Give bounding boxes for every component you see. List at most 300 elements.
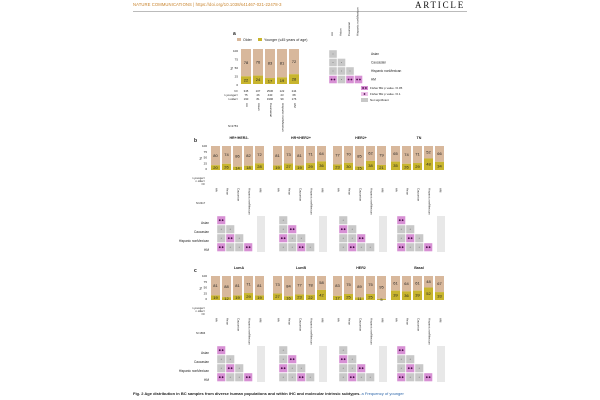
significance-dot bbox=[293, 358, 295, 360]
panel-c-subtype-title: LumA bbox=[233, 266, 245, 270]
figure-2 bbox=[133, 0, 467, 400]
panel-a-matrix-ns-dot bbox=[341, 62, 342, 63]
panel-b-subtype-title: HER2+ bbox=[355, 136, 367, 140]
significance-dot bbox=[402, 246, 404, 248]
panel-b-3-older-value: 65 bbox=[393, 151, 398, 156]
panel-b-group-label: Caucasian bbox=[298, 188, 303, 202]
panel-c-group-label: Caucasian bbox=[298, 318, 303, 332]
panel-b-0-younger-value: 20 bbox=[213, 165, 218, 170]
panel-b-3-older-value: 71 bbox=[415, 151, 420, 157]
panel-c-3-older-value: 64 bbox=[404, 280, 409, 286]
sig-legend-label: Fisher BH p value <0.1 bbox=[370, 92, 401, 97]
panel-c-matrix-ns-dot bbox=[292, 368, 293, 369]
panel-b-matrix-ns-dot bbox=[401, 238, 402, 239]
panel-c-matrix-cell bbox=[339, 355, 348, 364]
panel-c-matrix-ns-dot bbox=[239, 377, 240, 378]
panel-b-matrix-cell bbox=[397, 243, 406, 252]
significance-dot bbox=[222, 246, 224, 248]
significance-dot bbox=[402, 376, 404, 378]
significance-dot bbox=[290, 228, 292, 230]
panel-c-0-older-value: 81 bbox=[235, 282, 240, 288]
panel-b-matrix-ns-dot bbox=[239, 238, 240, 239]
panel-b-2-older-value: 85 bbox=[357, 153, 362, 159]
panel-c-0-younger-value: 19 bbox=[213, 295, 218, 301]
significance-dot bbox=[359, 367, 361, 369]
panel-b-matrix-ns-dot bbox=[370, 247, 371, 248]
panel-b-matrix-ns-dot bbox=[239, 247, 240, 248]
panel-c-matrix-ns-dot bbox=[230, 377, 231, 378]
panel-a-y-tick: 50 bbox=[234, 66, 238, 70]
figure-caption bbox=[133, 391, 467, 396]
panel-a-matrix-row-label: Caucasian bbox=[371, 60, 387, 65]
panel-c-2-older-value: 75 bbox=[368, 282, 373, 288]
panel-a-younger-value: 17 bbox=[267, 78, 273, 84]
significance-dot bbox=[231, 237, 233, 239]
panel-a-older-value: 83 bbox=[267, 60, 273, 66]
panel-b-matrix-ns-dot bbox=[361, 247, 362, 248]
panel-c-1-younger-value: 23 bbox=[297, 294, 302, 300]
significance-dot bbox=[231, 367, 233, 369]
panel-a-matrix-ns-dot bbox=[341, 71, 342, 72]
panel-c-matrix-row-label: Caucasian bbox=[193, 360, 209, 364]
panel-c-1-younger-value: 42 bbox=[319, 292, 324, 298]
panel-c-matrix-ns-dot bbox=[292, 377, 293, 378]
panel-a-n-younger-value: 440 bbox=[267, 93, 273, 97]
significance-dot bbox=[249, 246, 251, 248]
panel-a-matrix-row-label: Hispanic nonMexican bbox=[371, 69, 402, 73]
panel-b-group-label: HM bbox=[320, 188, 325, 193]
panel-c-3-older-value: 67 bbox=[437, 281, 442, 287]
panel-c-0-younger-value: 29 bbox=[246, 293, 251, 299]
panel-c-group-label: Asian bbox=[287, 318, 292, 325]
panel-b-1-younger-value: 19 bbox=[297, 165, 302, 171]
panel-b-0-younger-value: 14 bbox=[235, 165, 240, 171]
panel-c-matrix-cell bbox=[406, 364, 415, 373]
panel-b-3-younger-value: 26 bbox=[404, 164, 409, 170]
panel-b-matrix-row-label: HM bbox=[204, 248, 209, 252]
panel-c-group-label: Asian bbox=[347, 318, 352, 325]
panel-a-y-axis-label: % bbox=[230, 66, 234, 70]
panel-b-0-older-value: 72 bbox=[257, 151, 262, 157]
caption-text: a Frequency of younger bbox=[360, 391, 404, 396]
panel-c-subtype-title: LumB bbox=[295, 266, 307, 270]
panel-c-1-younger-value: 27 bbox=[275, 294, 280, 300]
panel-b-group-label: Hispanic nonMexican bbox=[427, 188, 432, 215]
panel-c-n-label: N= bbox=[201, 313, 205, 316]
panel-c-matrix-cell bbox=[226, 364, 235, 373]
panel-c-y-tick: 50 bbox=[203, 285, 207, 290]
section-header: ARTICLE bbox=[414, 0, 465, 10]
panel-c-matrix-ns-dot bbox=[361, 377, 362, 378]
significance-dot bbox=[356, 79, 358, 81]
significance-dot bbox=[222, 376, 224, 378]
panel-b-0-younger-value: 18 bbox=[246, 165, 251, 171]
panel-c-group-label: Hispanic nonMexican bbox=[369, 318, 374, 345]
panel-c-matrix-row-label: Hispanic nonMexican bbox=[178, 369, 209, 373]
panel-b-0-older-value: 80 bbox=[213, 152, 218, 158]
panel-c-matrix-ns-dot bbox=[401, 359, 402, 360]
panel-c-3-older-value: 61 bbox=[415, 280, 420, 286]
panel-a-group-label: HM bbox=[293, 103, 297, 108]
panel-c-3-younger-value: 39 bbox=[415, 292, 420, 298]
panel-b-matrix-ns-dot bbox=[419, 247, 420, 248]
panel-b-matrix-ns-dot bbox=[301, 238, 302, 239]
panel-a-younger-value: 24 bbox=[255, 77, 261, 83]
panel-a-matrix-ns-dot bbox=[341, 79, 342, 80]
panel-a-younger-value: 19 bbox=[279, 78, 285, 84]
panel-b-matrix-cell bbox=[339, 225, 348, 234]
significance-dot bbox=[408, 367, 410, 369]
panel-a-matrix-ns-dot bbox=[333, 54, 334, 55]
panel-c-1-older-value: 73 bbox=[275, 281, 280, 287]
significance-dot bbox=[228, 367, 230, 369]
panel-c-group-label: Hispanic nonMexican bbox=[427, 318, 432, 345]
panel-a-n-value: 345 bbox=[243, 89, 249, 93]
significance-dot bbox=[222, 349, 224, 351]
panel-c-2-older-value: 75 bbox=[346, 282, 351, 288]
panel-c-3-older-value: 61 bbox=[393, 280, 398, 286]
significance-dot bbox=[219, 376, 221, 378]
panel-b-matrix-ns-dot bbox=[410, 229, 411, 230]
panel-c-matrix-ns-dot bbox=[343, 377, 344, 378]
panel-c-y-tick: 100 bbox=[201, 274, 207, 278]
panel-c-3-younger-value: 33 bbox=[437, 293, 442, 299]
panel-b-y-tick: 75 bbox=[203, 149, 207, 154]
panel-b-group-label: Asian bbox=[405, 188, 410, 195]
panel-b-1-older-value: 71 bbox=[308, 151, 313, 157]
panel-c-matrix-ns-dot bbox=[221, 359, 222, 360]
significance-dot bbox=[362, 87, 364, 89]
panel-b-n-younger-label: n younger= bbox=[191, 177, 205, 180]
panel-b-matrix-ns-dot bbox=[410, 247, 411, 248]
panel-b-matrix-ns-dot bbox=[401, 229, 402, 230]
significance-dot bbox=[402, 219, 404, 221]
panel-c-0-younger-value: 19 bbox=[257, 295, 262, 301]
significance-dot bbox=[351, 79, 353, 81]
panel-b-group-label: AA bbox=[276, 188, 281, 192]
panel-b-3-older-value: 66 bbox=[437, 151, 442, 157]
panel-b-2-older-value: 70 bbox=[346, 151, 351, 157]
panel-a-n-total: N=2753 bbox=[228, 124, 238, 128]
significance-dot bbox=[219, 219, 221, 221]
panel-a-matrix-ns-dot bbox=[333, 62, 334, 63]
panel-a-younger-value: 22 bbox=[243, 77, 249, 83]
panel-b-matrix-cell bbox=[424, 243, 433, 252]
panel-b-0-younger-value: 26 bbox=[224, 164, 229, 170]
significance-dot bbox=[364, 93, 366, 95]
panel-c-matrix-ns-dot bbox=[310, 377, 311, 378]
panel-c-matrix-ns-dot bbox=[230, 359, 231, 360]
panel-c-y-tick: 0 bbox=[205, 297, 207, 302]
panel-a-group-label: AA bbox=[245, 103, 249, 108]
panel-b-0-older-value: 74 bbox=[224, 152, 229, 158]
panel-b-matrix-ns-dot bbox=[230, 247, 231, 248]
panel-c-matrix-ns-dot bbox=[283, 377, 284, 378]
significance-dot bbox=[362, 237, 364, 239]
panel-c-matrix-cell bbox=[424, 373, 433, 382]
sig-legend-label: Fisher BH p value <0.05 bbox=[370, 86, 403, 91]
significance-dot bbox=[429, 376, 431, 378]
panel-c-matrix-ns-dot bbox=[283, 350, 284, 351]
panel-c-matrix-cell bbox=[397, 373, 406, 382]
panel-a-older-value: 72 bbox=[291, 58, 297, 64]
significance-dot bbox=[350, 246, 352, 248]
panel-c-matrix-ns-dot bbox=[410, 359, 411, 360]
panel-c-3-younger-value: 39 bbox=[393, 292, 398, 298]
panel-b-2-older-value: 62 bbox=[368, 150, 373, 156]
panel-c-group-label: Caucasian bbox=[358, 318, 363, 332]
panel-c-matrix-ns-dot bbox=[352, 368, 353, 369]
panel-a-n-label: N= bbox=[234, 89, 238, 93]
panel-c-0-older-value: 71 bbox=[246, 281, 251, 287]
panel-b-matrix-ns-dot bbox=[221, 238, 222, 239]
panel-b-matrix-ns-dot bbox=[283, 247, 284, 248]
panel-c-group-label: Hispanic nonMexican bbox=[309, 318, 314, 345]
panel-a-n-older-label: n older= bbox=[227, 97, 238, 101]
panel-b-matrix-ns-dot bbox=[343, 247, 344, 248]
panel-a-matrix-ns-dot bbox=[350, 71, 351, 72]
panel-b-matrix-ns-dot bbox=[283, 220, 284, 221]
panel-a-n-younger-value: 26 bbox=[256, 93, 260, 97]
panel-b-group-label: Asian bbox=[347, 188, 352, 195]
panel-b-matrix-bg bbox=[319, 216, 327, 252]
panel-b-y-tick: 0 bbox=[205, 167, 207, 172]
panel-a-matrix-ns-dot bbox=[333, 71, 334, 72]
legend-older-label: Older bbox=[243, 38, 252, 42]
panel-c-matrix-row-label: Asian bbox=[201, 351, 209, 355]
significance-dot bbox=[362, 367, 364, 369]
panel-a-n-value: 2536 bbox=[266, 89, 274, 93]
panel-c-group-label: Asian bbox=[405, 318, 410, 325]
panel-c-matrix-ns-dot bbox=[343, 350, 344, 351]
panel-b-y-tick: 25 bbox=[203, 161, 207, 166]
panel-b-matrix-cell bbox=[297, 243, 306, 252]
panel-b-0-younger-value: 28 bbox=[257, 164, 262, 170]
panel-b-matrix-row-label: Caucasian bbox=[193, 230, 209, 234]
panel-a-matrix-col-label: Hispanic nonMexican bbox=[355, 7, 360, 36]
panel-a-n-younger-label: n younger= bbox=[223, 93, 238, 97]
sig-legend-swatch bbox=[361, 98, 368, 102]
panel-c-1-older-value: 77 bbox=[297, 282, 302, 288]
panel-b-group-label: HM bbox=[258, 188, 263, 193]
significance-dot bbox=[411, 237, 413, 239]
significance-dot bbox=[299, 246, 301, 248]
panel-a-matrix-cell bbox=[329, 76, 337, 84]
panel-b-1-younger-value: 29 bbox=[308, 163, 313, 169]
panel-a-y-tick: 0 bbox=[236, 83, 238, 87]
panel-b-1-older-value: 81 bbox=[297, 152, 302, 158]
panel-b-matrix-ns-dot bbox=[221, 229, 222, 230]
panel-a-n-older-value: 1996 bbox=[266, 97, 274, 101]
panel-c-n-older-label: n older= bbox=[195, 310, 205, 313]
panel-c-matrix-ns-dot bbox=[370, 377, 371, 378]
panel-b-matrix-cell bbox=[217, 243, 226, 252]
panel-c-0-older-value: 81 bbox=[257, 282, 262, 288]
panel-c-group-label: HM bbox=[380, 318, 385, 323]
significance-dot bbox=[359, 79, 361, 81]
panel-b-group-label: AA bbox=[336, 188, 341, 192]
panel-c-matrix-ns-dot bbox=[419, 368, 420, 369]
significance-dot bbox=[353, 246, 355, 248]
panel-c-y-tick: 75 bbox=[203, 279, 207, 284]
panel-c-matrix-ns-dot bbox=[301, 368, 302, 369]
panel-b-y-axis-label: % bbox=[199, 156, 203, 160]
panel-c-matrix-cell bbox=[217, 346, 226, 355]
panel-c-group-label: Hispanic nonMexican bbox=[247, 318, 252, 345]
panel-c-group-label: AA bbox=[214, 318, 219, 322]
panel-b-group-label: Asian bbox=[225, 188, 230, 195]
panel-b-matrix-cell bbox=[244, 243, 253, 252]
significance-dot bbox=[341, 228, 343, 230]
panel-b-1-older-value: 64 bbox=[319, 150, 324, 156]
panel-b-matrix-ns-dot bbox=[343, 220, 344, 221]
significance-dot bbox=[299, 376, 301, 378]
panel-c-n-younger-label: n younger= bbox=[191, 307, 205, 310]
significance-dot bbox=[302, 246, 304, 248]
panel-b-1-younger-value: 27 bbox=[286, 164, 291, 170]
panel-c-matrix-bg bbox=[437, 346, 445, 382]
panel-c-matrix-cell bbox=[244, 373, 253, 382]
significance-dot bbox=[353, 376, 355, 378]
panel-c-group-label: AA bbox=[276, 318, 281, 322]
panel-c-1-older-value: 78 bbox=[308, 282, 313, 288]
panel-c-matrix-cell bbox=[397, 346, 406, 355]
panel-b-3-younger-value: 34 bbox=[437, 163, 442, 169]
panel-c-matrix-cell bbox=[217, 373, 226, 382]
significance-dot bbox=[365, 87, 367, 89]
panel-b-group-label: HM bbox=[380, 188, 385, 193]
panel-a-y-tick: 25 bbox=[234, 74, 238, 79]
panel-c-1-younger-value: 16 bbox=[286, 295, 291, 301]
panel-a-n-older-value: 190 bbox=[243, 97, 249, 101]
panel-b-matrix-cell bbox=[226, 234, 235, 243]
panel-c-matrix-ns-dot bbox=[352, 359, 353, 360]
panel-c-2-younger-value: 25 bbox=[368, 294, 373, 300]
panel-a-n-older-value: 99 bbox=[280, 97, 284, 101]
panel-a-matrix-col-label: Caucasian bbox=[347, 21, 351, 36]
panel-b-matrix-ns-dot bbox=[292, 238, 293, 239]
panel-a-n-older-value: 176 bbox=[291, 97, 297, 101]
significance-dot bbox=[284, 367, 286, 369]
journal-header: NATURE COMMUNICATIONS | https://doi.org/10.1038/s41467-021-22478-3 bbox=[133, 2, 282, 7]
panel-b-matrix-bg bbox=[379, 216, 387, 252]
sig-legend-label: Not significant bbox=[370, 98, 389, 103]
panel-c-1-older-value: 58 bbox=[319, 280, 324, 286]
panel-c-0-older-value: 88 bbox=[224, 283, 229, 289]
panel-b-matrix-cell bbox=[397, 216, 406, 225]
panel-c-matrix-cell bbox=[297, 373, 306, 382]
panel-a-matrix-row-label: HM bbox=[371, 77, 376, 82]
panel-a-group-label: Caucasian bbox=[269, 103, 273, 118]
panel-b-matrix-ns-dot bbox=[310, 247, 311, 248]
panel-c-2-younger-value: 25 bbox=[346, 294, 351, 300]
panel-b-3-older-value: 74 bbox=[404, 152, 409, 158]
significance-dot bbox=[219, 349, 221, 351]
panel-b-2-younger-value: 21 bbox=[379, 164, 384, 170]
panel-c-matrix-ns-dot bbox=[343, 368, 344, 369]
panel-a-matrix-col-label: AA bbox=[330, 31, 334, 36]
panel-b-group-label: HM bbox=[438, 188, 443, 193]
panel-b-matrix-ns-dot bbox=[283, 229, 284, 230]
panel-c-matrix-ns-dot bbox=[410, 377, 411, 378]
panel-b-matrix-cell bbox=[288, 225, 297, 234]
legend-older-swatch bbox=[237, 38, 241, 41]
panel-b-group-label: Asian bbox=[287, 188, 292, 195]
panel-a-n-value: 107 bbox=[255, 89, 261, 93]
panel-b-2-younger-value: 15 bbox=[357, 165, 362, 171]
panel-c-matrix-cell bbox=[288, 355, 297, 364]
legend-younger-label: Younger (≤45 years of age) bbox=[264, 38, 308, 42]
panel-c-2-older-value: 95 bbox=[379, 284, 384, 290]
panel-c-group-label: AA bbox=[394, 318, 399, 322]
significance-dot bbox=[399, 246, 401, 248]
panel-c-y-tick: 25 bbox=[203, 291, 207, 296]
panel-c-3-younger-value: 36 bbox=[404, 293, 409, 299]
panel-b-n-total: N=2417 bbox=[196, 202, 206, 205]
panel-b-1-younger-value: 19 bbox=[275, 165, 280, 171]
panel-a-n-older-value: 81 bbox=[256, 97, 260, 101]
panel-b-2-younger-value: 30 bbox=[346, 163, 351, 169]
significance-dot bbox=[359, 237, 361, 239]
panel-b-group-label: Hispanic nonMexican bbox=[247, 188, 252, 215]
panel-b-subtype-title: HR+/HER2+ bbox=[291, 136, 311, 140]
panel-c-matrix-bg bbox=[379, 346, 387, 382]
significance-dot bbox=[290, 358, 292, 360]
significance-dot bbox=[344, 358, 346, 360]
panel-c-2-older-value: 89 bbox=[357, 283, 362, 289]
panel-c-group-label: HM bbox=[438, 318, 443, 323]
panel-b-matrix-ns-dot bbox=[230, 229, 231, 230]
panel-b-matrix-ns-dot bbox=[352, 238, 353, 239]
panel-b-matrix-cell bbox=[348, 243, 357, 252]
panel-b-matrix-ns-dot bbox=[419, 238, 420, 239]
significance-dot bbox=[399, 349, 401, 351]
panel-c-matrix-ns-dot bbox=[239, 368, 240, 369]
significance-dot bbox=[246, 246, 248, 248]
panel-b-matrix-cell bbox=[217, 216, 226, 225]
panel-c-matrix-ns-dot bbox=[419, 377, 420, 378]
panel-b-matrix-cell bbox=[279, 234, 288, 243]
panel-b-1-older-value: 81 bbox=[275, 152, 280, 158]
panel-c-matrix-cell bbox=[348, 373, 357, 382]
panel-a-n-younger-value: 75 bbox=[244, 93, 248, 97]
panel-b-group-label: AA bbox=[394, 188, 399, 192]
panel-c-group-label: HM bbox=[258, 318, 263, 323]
panel-c-2-younger-value: 5 bbox=[380, 296, 383, 302]
panel-a-n-younger-value: 23 bbox=[280, 93, 284, 97]
panel-b-matrix-ns-dot bbox=[292, 247, 293, 248]
panel-b-3-younger-value: 29 bbox=[415, 163, 420, 169]
panel-a-younger-value: 28 bbox=[291, 76, 297, 82]
panel-c-0-younger-value: 12 bbox=[224, 295, 229, 301]
panel-b-2-older-value: 77 bbox=[335, 152, 340, 158]
panel-c-matrix-row-label: HM bbox=[204, 378, 209, 382]
panel-a-older-value: 78 bbox=[243, 59, 249, 65]
significance-dot bbox=[293, 228, 295, 230]
panel-c-matrix-ns-dot bbox=[283, 359, 284, 360]
panel-b-n-older-label: n older= bbox=[195, 180, 205, 183]
panel-c-group-label: Asian bbox=[225, 318, 230, 325]
panel-a-matrix-cell bbox=[346, 76, 354, 84]
significance-dot bbox=[399, 376, 401, 378]
significance-dot bbox=[281, 237, 283, 239]
panel-b-matrix-ns-dot bbox=[343, 238, 344, 239]
panel-b-2-younger-value: 38 bbox=[368, 162, 373, 168]
panel-c-3-younger-value: 52 bbox=[426, 291, 431, 297]
panel-a-y-tick: 75 bbox=[234, 57, 238, 62]
panel-b-matrix-cell bbox=[406, 234, 415, 243]
panel-c-group-label: HM bbox=[320, 318, 325, 323]
